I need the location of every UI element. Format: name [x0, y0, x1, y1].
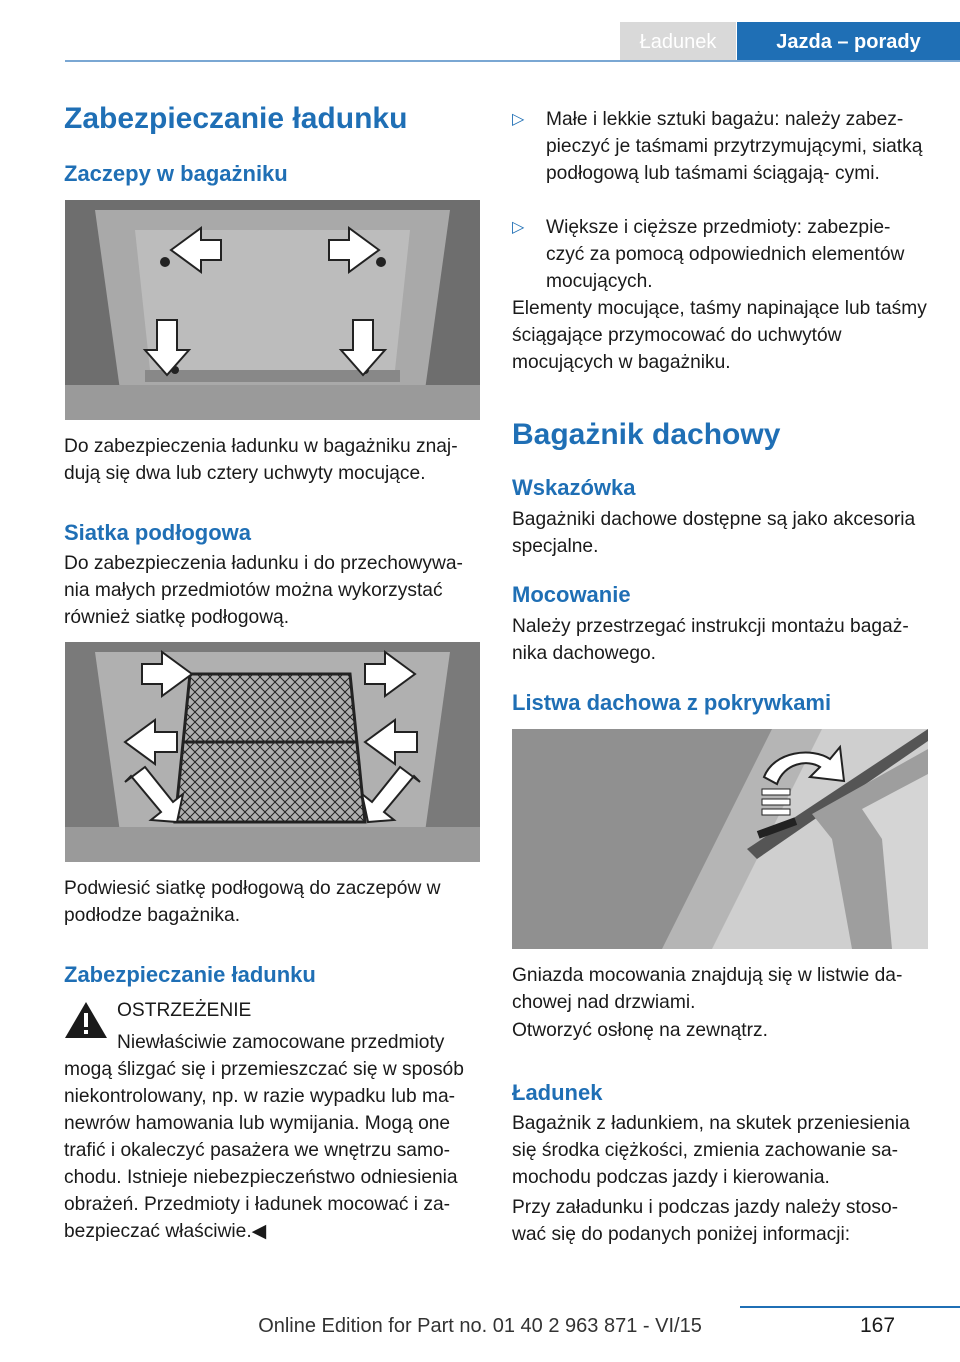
page-number: 167 [860, 1314, 896, 1337]
section-title-roof-rack: Bagażnik dachowy [512, 418, 781, 451]
subheading-floor-net: Siatka podłogowa [64, 520, 252, 545]
cargo-text: Bagażnik z ładunkiem, na skutek przeniesienia się środka ciężkości, zmienia zachowanie sa‐ mochodu podczas jazdy i kierowania. [512, 1113, 910, 1188]
floor-net-illustration [65, 642, 480, 862]
floor-net-text: Do zabezpieczenia ładunku i do przechowywa‐ nia małych przedmiotów można wykorzystać również siatkę podłogową. [64, 553, 463, 628]
subheading-cargo: Ładunek [512, 1080, 603, 1105]
fastening-text: Elementy mocujące, taśmy napinające lub taśmy ściągające przymocować do uchwytów mocujących w bagażniku. [512, 298, 927, 373]
mounting-text: Należy przestrzegać instrukcji montażu bagaż‐ nika dachowego. [512, 616, 909, 664]
subheading-mounting: Mocowanie [512, 582, 631, 607]
floor-net-hint: Podwiesić siatkę podłogową do zaczepów w podłodze bagażnika. [64, 878, 441, 926]
roof-rail-illustration [512, 729, 928, 949]
bullet-arrow-icon: ▷ [512, 219, 525, 236]
trunk-hooks-image [65, 200, 480, 420]
warning-text: mogą ślizgać się i przemieszczać się w sposób niekontrolowany, np. w razie wypadku lub ma‐ newrów hamowania lub wymijania. Mogą one trafić i okaleczyć pasażera we wnętrzu samo‐ chodu. Istnieje niebezpieczeństwo odniesienia obrażeń. Przedmioty i ładunek mocować i za‐ bezpieczać właściwie.◀ [64, 1059, 464, 1242]
note-text: Bagażniki dachowe dostępne są jako akcesoria specjalne. [512, 509, 916, 557]
subheading-hooks: Zaczepy w bagażniku [64, 161, 288, 186]
hooks-text: Do zabezpieczenia ładunku w bagażniku znaj‐ dują się dwa lub cztery uchwyty mocujące. [64, 436, 458, 484]
list-item-text: Większe i cięższe przedmioty: zabezpie‐ czyć za pomocą odpowiednich elementów mocujących. [546, 217, 905, 292]
footer-edition: Online Edition for Part no. 01 40 2 963 871 - VI/15 [258, 1315, 702, 1337]
floor-net-image [65, 642, 480, 862]
footer-rule [740, 1306, 960, 1308]
bullet-arrow-icon: ▷ [512, 111, 525, 128]
warning-label: OSTRZEŻENIE [117, 1000, 252, 1021]
list-item-text: Małe i lekkie sztuki bagażu: należy zabez‐ pieczyć je taśmami przytrzymującymi, siatką podłogową lub taśmami ściągają‐ cymi. [546, 109, 923, 184]
subheading-roof-rail: Listwa dachowa z pokrywkami [512, 690, 832, 715]
cover-text: Otworzyć osłonę na zewnątrz. [512, 1020, 768, 1041]
header-rule [65, 60, 960, 62]
roof-rail-image [512, 729, 928, 949]
trunk-hooks-illustration [65, 200, 480, 420]
subheading-securing: Zabezpieczanie ładunku [64, 962, 316, 987]
loading-text: Przy załadunku i podczas jazdy należy stoso‐ wać się do podanych poniżej informacji: [512, 1197, 899, 1245]
page-title: Zabezpieczanie ładunku [64, 102, 408, 135]
roof-rail-text: Gniazda mocowania znajdują się w listwie da‐ chowej nad drzwiami. [512, 965, 903, 1013]
header-chapter-tab: Jazda – porady [737, 22, 960, 62]
warning-icon [63, 1000, 109, 1040]
subheading-note: Wskazówka [512, 475, 636, 500]
header-section-tab: Ładunek [620, 22, 736, 62]
warning-text-first-line: Niewłaściwie zamocowane przedmioty [117, 1032, 445, 1053]
